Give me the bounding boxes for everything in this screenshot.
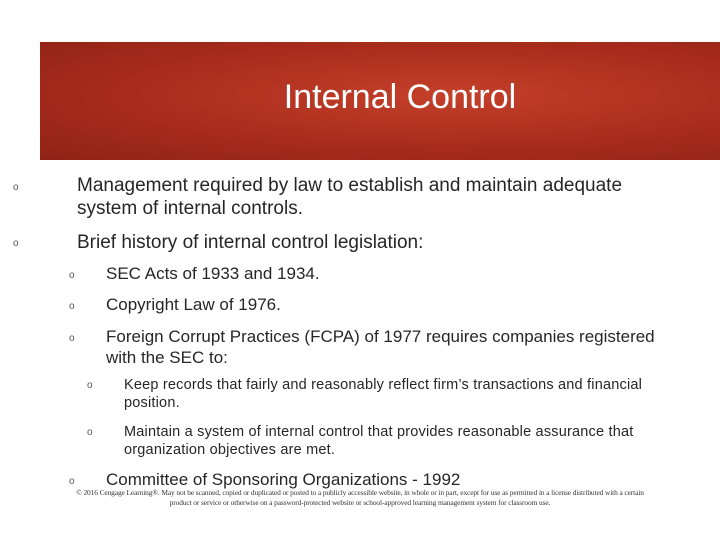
sub-point-sec-acts: SEC Acts of 1933 and 1934. (106, 264, 320, 283)
sub-sub-point-internal-control: Maintain a system of internal control that provides reasonable assurance that organization objectives are met. (124, 424, 634, 458)
bullet-icon: o (87, 427, 93, 438)
sub-point-coso: Committee of Sponsoring Organizations - 1992 (106, 470, 461, 489)
sub-point-fcpa: Foreign Corrupt Practices (FCPA) of 1977 requires companies registered with the SEC to: (106, 327, 655, 367)
slide-title: Internal Control (283, 78, 517, 116)
bullet-icon: o (69, 301, 75, 312)
copyright-footer: © 2016 Cengage Learning®. May not be scanned, copied or duplicated or posted to a publicly accessible website, in whole or in part, except for use as permitted in a license distributed with a certain product or service or otherwise on a password-protected website or school-approved learning management system for classroom use. (76, 488, 644, 507)
bullet-icon: o (13, 238, 19, 249)
point-management: Management required by law to establish and maintain adequate system of internal controls. (77, 175, 623, 219)
sub-sub-point-records: Keep records that fairly and reasonably reflect firm’s transactions and financial position. (124, 377, 643, 411)
sub-point-copyright: Copyright Law of 1976. (106, 295, 281, 314)
bullet-icon: o (69, 270, 75, 281)
bullet-icon: o (87, 380, 93, 391)
bullet-icon: o (69, 333, 75, 344)
point-history: Brief history of internal control legislation: (77, 232, 424, 253)
bullet-icon: o (13, 182, 19, 193)
bullet-icon: o (69, 476, 75, 487)
